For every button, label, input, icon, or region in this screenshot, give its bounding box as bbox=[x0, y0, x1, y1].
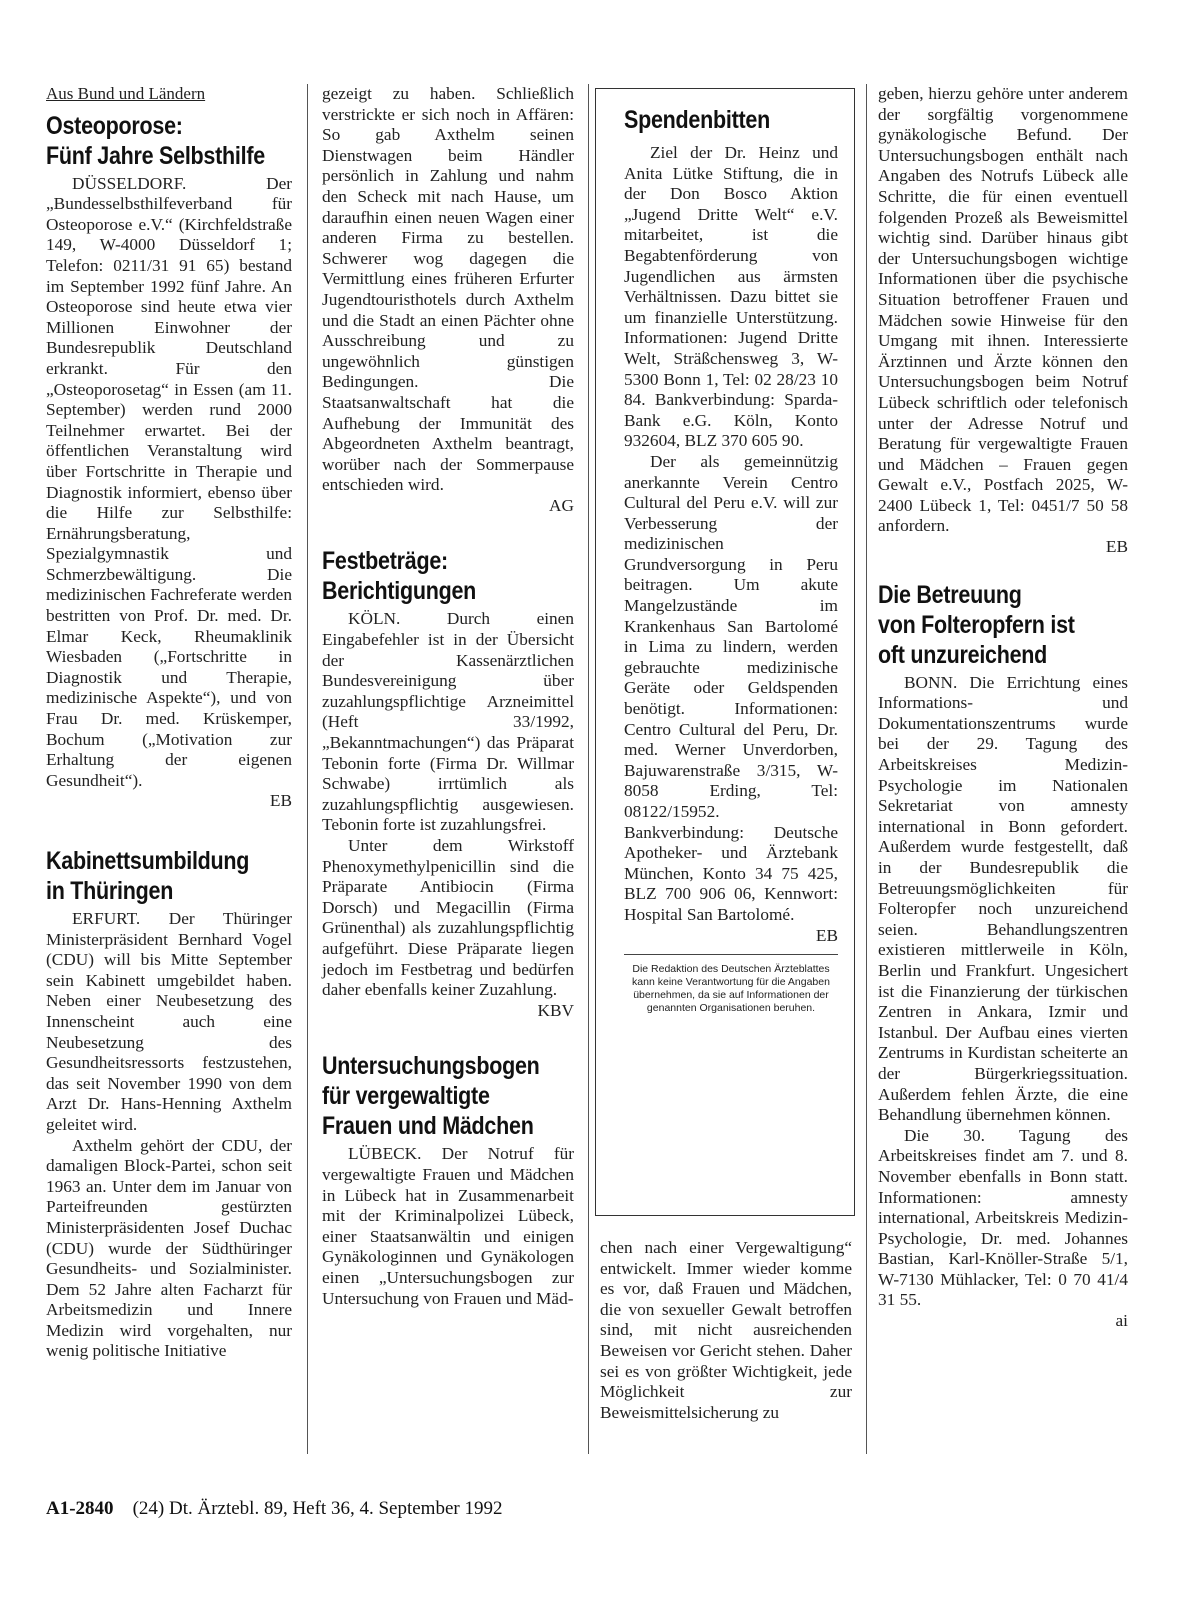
page-footer bbox=[46, 1498, 502, 1520]
article-headline-osteoporose: Osteoporose: Fünf Jahre Selbsthilfe bbox=[46, 111, 265, 170]
article-body-osteoporose: DÜSSELDORF. Der „Bundesselbsthilfeverband für Osteoporose e.V.“ (Kirchfeldstraße 149, W-4000 Düsseldorf 1; Telefon: 0211/31 91 65) bestand im September 1992 fünf Jahre. An Osteoporose sind heute etwa vier Millionen Einwohner der Bundesrepublik Deutschland erkrankt. Für den „Osteoporosetag“ in Essen (am 11. September) werden rund 2000 Teilnehmer erwartet. Bei der öffentlichen Veranstaltung wird über Fortschritte in Therapie und Diagnostik informiert, ebenso über die Hilfe zur Selbsthilfe: Ernährungsberatung, Spezialgymnastik und Schmerzbewältigung. Die medizinischen Fachreferate werden bestritten von Prof. Dr. med. Dr. Elmar Keck, Rheumaklinik Wiesbaden („Fortschritte in Diagnostik und Therapie, medizinische Aspekte“), und von Frau Dr. med. Krüskemper, Bochum („Motivation zur Erhaltung der eigenen Gesundheit“). bbox=[46, 173, 292, 790]
article-body-kabinett-p1: ERFURT. Der Thüringer Ministerpräsident Bernhard Vogel (CDU) will bis Mitte September sein Kabinett umgebildet haben. Neben einer Neubesetzung des Innenscheint auch eine Neubesetzung des Gesundheitsressorts festzustehen, das seit November 1990 von dem Arzt Dr. Hans-Henning Axthelm geleitet wird. bbox=[46, 909, 292, 1134]
column-4 bbox=[878, 84, 1128, 1332]
author-signature: EB bbox=[269, 791, 292, 811]
editorial-disclaimer: Die Redaktion des Deutschen Ärzteblattes kann keine Verantwortung für die Angaben übernehmen, da sie auf Informationen der genannten Organisationen beruhen. bbox=[632, 963, 830, 1015]
author-signature: EB bbox=[1105, 537, 1128, 557]
article-body-folteropfer-p1: BONN. Die Errichtung eines Informations- und Dokumentationszentrums wurde bei der 29. Tagung des Arbeitskreises Medizin-Psychologie im Nationalen Sekretariat von amnesty international in Bonn gefordert. Außerdem wurde festgestellt, daß in der Bundesrepublik die Betreuungsmöglichkeiten für Folteropfer noch unzureichend seien. Behandlungszentren existieren mittlerweile in Köln, Berlin und Frankfurt. Ungesichert ist die Finanzierung der türkischen Zentren in Ankara, Izmir und Istanbul. Der Aufbau eines vierten Zentrums in Kurdistan scheiterte an der Bürgerkriegssituation. Außerdem fehlen Ärzte, die eine Behandlung übernehmen können. bbox=[878, 672, 1128, 1125]
page-number: A1-2840 bbox=[46, 1498, 114, 1519]
article-body-festbetraege-p1: KÖLN. Durch einen Eingabefehler ist in der Übersicht der Kassenärztlichen Bundesvereinigung über zuzahlungspflichtige Arzneimittel (Heft 33/1992, „Bekanntmachungen“) das Präparat Tebonin forte (Firma Dr. Willmar Schwabe) irrtümlich als zuzahlungspflichtig ausgewiesen. Tebonin forte ist zuzahlungsfrei. bbox=[322, 609, 574, 835]
article-continuation-kabinett: gezeigt zu haben. Schließlich verstrickte er sich noch in Affären: So gab Axthelm seinen Dienstwagen beim Händler persönlich in Zahlung und nahm den Scheck mit nach Hause, um daraufhin einen neuen Wagen einer anderen Firma zu bestellen. Schwerer wog dagegen die Vermittlung eines früheren Erfurter Jugendtouristhotels durch Axthelm und die Stadt an einen Pächter ohne Ausschreibung und zu ungewöhnlich günstigen Bedingungen. Die Staatsanwaltschaft hat die Aufhebung der Immunität des Abgeordneten Axthelm beantragt, worüber nach der Sommerpause entschieden wird. bbox=[322, 84, 574, 495]
column-3-lower bbox=[600, 1238, 852, 1423]
article-headline-untersuchungsbogen: Untersuchungsbogen für vergewaltigte Frauen und Mädchen bbox=[322, 1052, 540, 1141]
author-signature: AG bbox=[549, 495, 574, 515]
article-headline-kabinett: Kabinettsumbildung in Thüringen bbox=[46, 847, 250, 905]
column-1 bbox=[46, 84, 292, 1362]
box-body-p2: Der als gemeinnützig anerkannte Verein Centro Cultural del Peru e.V. will zur Verbesserung der medizinischen Grundversorgung in Peru beitragen. Um akute Mangelzustände im Krankenhaus San Bartolomé in Lima zu lindern, werden gebrauchte medizinische Geräte oder Geldspenden benötigt. Informationen: Centro Cultural del Peru, Dr. med. Werner Unverdorben, Bajuwarenstraße 3/315, W-8058 Erding, Tel: 08122/15952. Bankverbindung: Deutsche Apotheker- und Ärztebank München, Konto 34 75 425, BLZ 700 906 06, Kennwort: Hospital San Bartolomé. bbox=[624, 451, 838, 924]
article-headline-festbetraege: Festbeträge: Berichtigungen bbox=[322, 547, 477, 606]
donation-box bbox=[595, 88, 855, 1216]
article-continuation-untersuchungsbogen-2: geben, hierzu gehöre unter anderem der sorgfältig vorgenommene gynäkologische Befund. Der Untersuchungsbogen enthält nach Angaben des Notrufs Lübeck alle Schritte, die für einen eventuell folgenden Prozeß als Beweismittel wichtig sind. Darüber hinaus gibt der Untersuchungsbogen wichtige Informationen über die psychische Situation betroffener Frauen und Mädchen sowie Hinweise für den Umgang mit ihnen. Interessierte Ärztinnen und Ärzte können den Untersuchungsbogen beim Notruf Lübeck schriftlich oder telefonisch unter der Adresse Notruf und Beratung für vergewaltigte Frauen und Mädchen – Frauen gegen Gewalt e.V., Postfach 2025, W-2400 Lübeck 1, Tel: 0451/7 50 58 anfordern. bbox=[878, 84, 1128, 536]
article-continuation-untersuchungsbogen: chen nach einer Vergewaltigung“ entwickelt. Immer wieder komme es vor, daß Frauen und Mädchen, die von sexueller Gewalt betroffen sind, mit nicht ausreichenden Beweisen vor Gericht stehen. Daher sei es von größter Wichtigkeit, jede Möglichkeit zur Beweismittelsicherung zu bbox=[600, 1238, 852, 1422]
column-rule-3 bbox=[866, 84, 867, 1454]
article-body-festbetraege-p2: Unter dem Wirkstoff Phenoxymethylpenicillin sind die Präparate Antibiocin (Firma Dorsch) und Megacillin (Firma Grünenthal) als zuzahlungspflichtig aufgeführt. Diese Präparate liegen jedoch im Festbetrag und bedürfen daher ebenfalls keiner Zuzahlung. bbox=[322, 836, 574, 1000]
publication-line: (24) Dt. Ärztebl. 89, Heft 36, 4. September 1992 bbox=[132, 1498, 503, 1519]
box-note-divider bbox=[624, 954, 838, 955]
author-signature: EB bbox=[815, 925, 838, 945]
column-rule-1 bbox=[307, 84, 308, 1454]
author-signature: ai bbox=[1115, 1311, 1128, 1331]
article-body-folteropfer-p2: Die 30. Tagung des Arbeitskreises findet am 7. und 8. November ebenfalls in Bonn statt. Informationen: amnesty international, Arbeitskreis Medizin-Psychologie, Dr. med. Johannes Bastian, Karl-Knöller-Straße 5/1, W-7130 Mühlacker, Tel: 0 70 41/4 31 55. bbox=[878, 1125, 1128, 1310]
box-body-p1: Ziel der Dr. Heinz und Anita Lütke Stiftung, die in der Don Bosco Aktion „Jugend Dritte Welt“ e.V. mitarbeitet, ist die Begabtenförderung von Jugendlichen aus ärmsten Verhältnissen. Dazu bittet sie um finanzielle Unterstützung. Informationen: Jugend Dritte Welt, Sträßchensweg 3, W-5300 Bonn 1, Tel: 02 28/23 10 84. Bankverbindung: Sparda-Bank e.G. Köln, Konto 932604, BLZ 370 605 90. bbox=[624, 143, 838, 451]
author-signature: KBV bbox=[537, 1000, 574, 1020]
donation-box-content bbox=[624, 105, 838, 1015]
article-headline-folteropfer: Die Betreuung von Folteropfern ist oft unzureichend bbox=[878, 580, 1075, 669]
article-body-untersuchungsbogen-p1: LÜBECK. Der Notruf für vergewaltigte Frauen und Mädchen in Lübeck hat in Zusammenarbeit mit der Kriminalpolizei Lübeck, einer Staatsanwältin und einigen Gynäkologinnen und Gynäkologen einen „Untersuchungsbogen zur Untersuchung von Frauen und Mäd- bbox=[322, 1144, 574, 1308]
article-body-kabinett-p2: Axthelm gehört der CDU, der damaligen Block-Partei, schon seit 1963 an. Unter dem im Januar von Parteifreunden gestürzten Ministerpräsidenten Josef Duchac (CDU) wurde der Südthüringer Gesundheits- und Sozialminister. Dem 52 Jahre alten Facharzt für Arbeitsmedizin und Innere Medizin wird vorgehalten, nur wenig politische Initiative bbox=[46, 1135, 292, 1361]
box-headline: Spendenbitten bbox=[624, 106, 770, 134]
section-kicker: Aus Bund und Ländern bbox=[46, 84, 206, 103]
column-2 bbox=[322, 84, 574, 1309]
column-rule-2 bbox=[588, 84, 589, 1454]
